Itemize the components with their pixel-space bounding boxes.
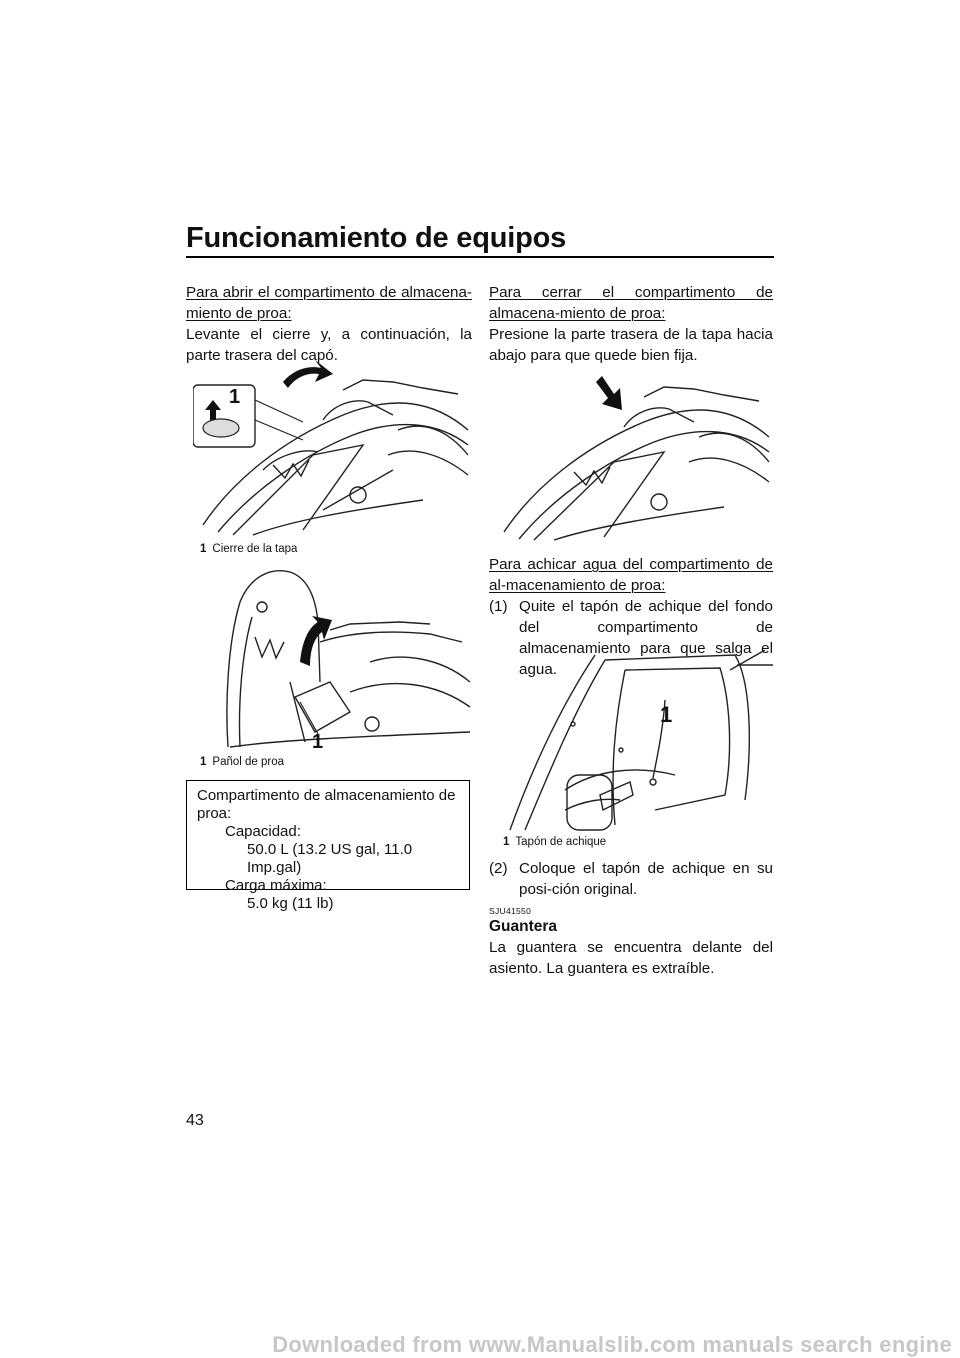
spec-max-load-value: 5.0 kg (11 lb) <box>247 895 334 912</box>
fig4-caption <box>503 836 606 848</box>
glove-text: La guantera se encuentra delante del asiento. La guantera es extraíble. <box>489 939 773 977</box>
fig1-caption-number: 1 <box>200 543 207 555</box>
figure-close-hood <box>494 372 774 542</box>
spec-title: Compartimento de almacenamiento de proa: <box>197 787 456 822</box>
footer-watermark-bar <box>0 1330 960 1358</box>
spec-capacity-value: 50.0 L (13.2 US gal, 11.0 Imp.gal) <box>247 841 413 876</box>
fig4-caption-text: Tapón de achique <box>515 836 607 848</box>
step-1-number: (1) <box>489 598 508 615</box>
fig4-caption-number: 1 <box>503 836 510 848</box>
step-1-text: Quite el tapón de achique del fondo del compartimento de almacenamiento para que salga el agua. <box>519 598 773 678</box>
figure-hood-latch <box>193 360 473 542</box>
figure-bow-storage <box>200 562 472 754</box>
page-number: 43 <box>186 1112 204 1129</box>
step-2-text: Coloque el tapón de achique en su posi-ción original. <box>519 860 773 898</box>
title-rule <box>186 256 774 258</box>
left-column <box>186 282 472 366</box>
spec-box <box>186 780 470 912</box>
section-code: SJU41550 <box>489 906 532 916</box>
open-storage-illustration <box>200 562 472 754</box>
jetski-close-illustration <box>494 372 774 542</box>
step-2-number: (2) <box>489 860 508 877</box>
jetski-front-illustration <box>193 360 473 542</box>
spec-max-load-label: Carga máxima: <box>225 877 327 894</box>
fig2-callout: 1 <box>312 731 324 753</box>
open-text: Levante el cierre y, a continuación, la parte trasera del capó. <box>186 326 472 364</box>
close-heading: Para cerrar el compartimento de almacena-miento de proa: <box>489 284 773 322</box>
fig4-callout: 1 <box>660 702 673 727</box>
fig2-caption-number: 1 <box>200 756 207 768</box>
right-column-bottom <box>489 858 773 979</box>
fig1-caption-text: Cierre de la tapa <box>212 543 298 555</box>
right-column-top <box>489 282 773 366</box>
storage-interior-illustration <box>505 650 775 832</box>
fig1-callout: 1 <box>229 386 241 408</box>
figure-drain-plug <box>505 650 775 832</box>
open-heading: Para abrir el compartimento de almacena-miento de proa: <box>186 284 472 322</box>
spec-capacity-label: Capacidad: <box>225 823 301 840</box>
drain-heading: Para achicar agua del compartimento de al-macenamiento de proa: <box>489 556 773 594</box>
fig2-caption <box>200 756 284 768</box>
close-text: Presione la parte trasera de la tapa hacia abajo para que quede bien fija. <box>489 326 773 364</box>
fig2-caption-text: Pañol de proa <box>212 756 285 768</box>
fig1-caption <box>200 543 297 555</box>
step-2 <box>489 858 773 900</box>
page-title: Funcionamiento de equipos <box>186 222 567 254</box>
glove-heading: Guantera <box>489 918 558 935</box>
footer-watermark: Downloaded from www.Manualslib.com manuals search engine <box>272 1332 952 1357</box>
